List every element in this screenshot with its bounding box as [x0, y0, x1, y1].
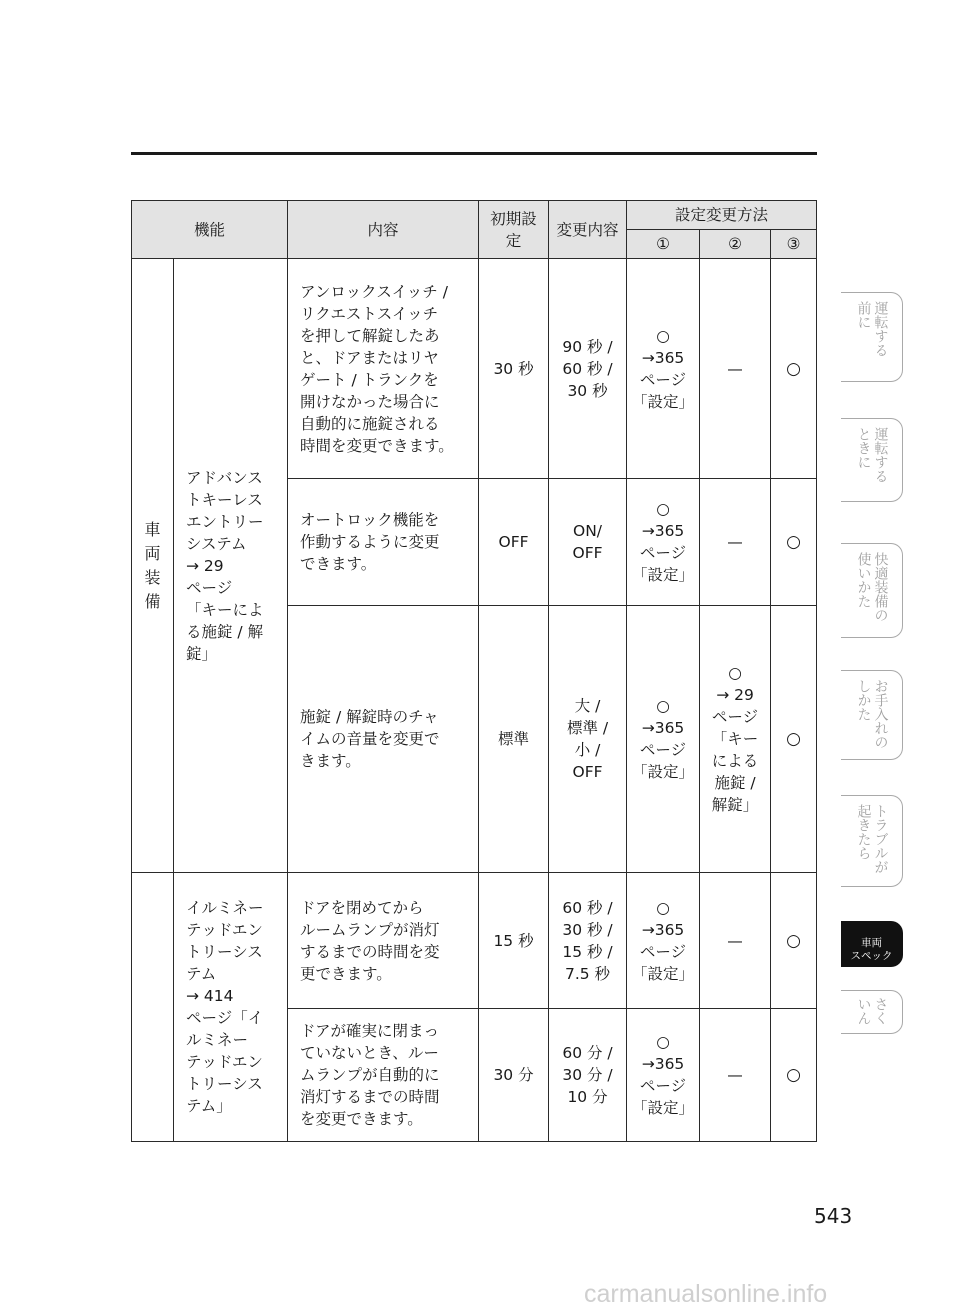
- text-line: テム: [186, 965, 217, 983]
- watermark: carmanualsonline.info: [584, 1280, 828, 1308]
- content-cell: [288, 259, 479, 479]
- category-cell-continued: [132, 873, 174, 1142]
- text-line: 15 秒 /: [562, 942, 613, 961]
- initial-cell: OFF: [479, 479, 549, 606]
- header-initial: [479, 201, 549, 259]
- text-line: するまでの時間を変: [300, 942, 440, 961]
- text-line: ○: [656, 898, 670, 917]
- text-line: —: [727, 533, 743, 551]
- initial-cell: 標準: [479, 606, 549, 873]
- text-line: 「設定」: [632, 1099, 695, 1117]
- function-text: [186, 897, 277, 1117]
- text-line: ページ「イ: [186, 1009, 264, 1027]
- tab-label-line: 運転する: [872, 427, 889, 483]
- content-text: [300, 509, 468, 575]
- text-line: → 29: [716, 686, 754, 704]
- text-line: —: [727, 1066, 743, 1084]
- method1-text: [627, 325, 699, 413]
- text-line: OFF: [572, 763, 603, 781]
- text-line: ページ: [711, 708, 759, 726]
- change-text: [549, 1042, 626, 1108]
- content-text: [300, 281, 468, 457]
- method3-cell: ○: [771, 1009, 817, 1142]
- change-cell: [549, 606, 627, 873]
- text-line: ページ: [639, 741, 687, 759]
- method3-cell: ○: [771, 479, 817, 606]
- text-line: ドアが確実に閉まっ: [300, 1022, 440, 1040]
- text-line: ○: [656, 500, 670, 518]
- text-line: 開けなかった場合に: [300, 392, 440, 411]
- text-line: を変更できます。: [300, 1110, 423, 1128]
- text-line: → 414: [186, 987, 234, 1005]
- text-line: と、ドアまたはリヤ: [300, 348, 439, 367]
- text-line: ページ: [639, 370, 687, 389]
- text-line: トリーシス: [186, 943, 263, 961]
- text-line: 小 /: [574, 741, 601, 759]
- text-line: —: [727, 931, 743, 950]
- text-line: イルミネー: [186, 899, 264, 917]
- text-line: 消灯するまでの時間: [300, 1088, 440, 1106]
- text-line: 錠」: [186, 644, 218, 663]
- header-method-2: ②: [700, 230, 771, 259]
- text-line: →365: [641, 1055, 685, 1073]
- tab-vehicle-specs[interactable]: [841, 921, 903, 967]
- tab-label-line: ときに: [855, 427, 872, 469]
- header-method-1: ①: [627, 230, 700, 259]
- tab-label-line: 使いかた: [855, 552, 872, 608]
- text-line: 自動的に施錠される: [300, 414, 440, 433]
- text-line: アドバンス: [186, 468, 263, 487]
- text-line: ページ: [186, 578, 233, 597]
- change-text: [549, 695, 626, 783]
- text-line: 「設定」: [632, 964, 695, 983]
- tab-troubleshooting[interactable]: [841, 795, 903, 887]
- text-line: きます。: [300, 752, 361, 770]
- text-line: 大 /: [574, 697, 601, 715]
- content-cell: [288, 1009, 479, 1142]
- method2-cell: [700, 259, 771, 479]
- header-content: 内容: [288, 201, 479, 259]
- text-line: OFF: [572, 544, 603, 562]
- header-method-3: ③: [771, 230, 817, 259]
- method3-cell: ○: [771, 259, 817, 479]
- method2-text: [700, 531, 770, 553]
- text-line: 60 秒 /: [562, 898, 613, 917]
- text-line: ページ: [639, 942, 687, 961]
- method1-cell: [627, 479, 700, 606]
- initial-cell: 30 分: [479, 1009, 549, 1142]
- settings-table: [131, 200, 817, 1142]
- change-cell: [549, 1009, 627, 1142]
- change-cell: [549, 259, 627, 479]
- page-number: 543: [814, 1204, 853, 1228]
- text-line: テッドエン: [186, 1053, 263, 1071]
- initial-cell: 15 秒: [479, 873, 549, 1009]
- text-line: トキーレス: [186, 490, 263, 509]
- text-line: 「キー: [711, 730, 759, 748]
- text-line: 30 分 /: [562, 1066, 613, 1084]
- text-line: を押して解錠したあ: [300, 326, 440, 345]
- tab-label-line: スペック: [850, 950, 893, 962]
- text-line: → 29: [186, 556, 224, 575]
- text-line: による: [711, 752, 759, 770]
- text-line: リクエストスイッチ: [300, 304, 439, 323]
- text-line: →365: [641, 920, 685, 939]
- text-line: 施錠 / 解錠時のチャ: [300, 708, 439, 726]
- method2-text: [700, 930, 770, 952]
- change-cell: [549, 873, 627, 1009]
- table-row: [132, 259, 817, 479]
- change-text: [549, 336, 626, 402]
- text-line: 30 秒 /: [562, 920, 613, 939]
- tab-before-driving[interactable]: [841, 292, 903, 382]
- text-line: 「設定」: [632, 763, 695, 781]
- text-line: ページ: [639, 544, 687, 562]
- text-line: 施錠 /: [714, 774, 756, 792]
- change-text: [549, 520, 626, 564]
- text-line: →365: [641, 348, 685, 367]
- text-line: ていないとき、ルー: [300, 1044, 439, 1062]
- text-line: 30 秒: [567, 381, 608, 400]
- method2-text: [700, 358, 770, 380]
- method3-cell: ○: [771, 873, 817, 1009]
- header-method: 設定変更方法: [627, 201, 817, 230]
- tab-label-line: 運転する: [872, 301, 889, 357]
- method1-text: [627, 695, 699, 783]
- text-line: 7.5 秒: [564, 964, 611, 983]
- text-line: 解錠」: [711, 796, 759, 814]
- change-text: [549, 897, 626, 985]
- text-line: ドアを閉めてから: [300, 898, 424, 917]
- method1-text: [627, 1031, 699, 1119]
- method2-cell: [700, 606, 771, 873]
- tab-label-line: お手入れの: [872, 679, 889, 749]
- header-change: 変更内容: [549, 201, 627, 259]
- function-cell: [174, 873, 288, 1142]
- method1-text: [627, 897, 699, 985]
- text-line: ○: [656, 326, 670, 345]
- table-row: [132, 873, 817, 1009]
- text-line: →365: [641, 522, 685, 540]
- text-line: 標準 /: [566, 719, 609, 737]
- text-line: ○: [656, 1033, 670, 1051]
- text-line: ゲート / トランクを: [300, 370, 439, 389]
- method1-text: [627, 498, 699, 586]
- text-line: できます。: [300, 555, 377, 573]
- function-cell: [174, 259, 288, 873]
- content-cell: [288, 873, 479, 1009]
- text-line: 更できます。: [300, 964, 392, 983]
- text-line: 10 分: [567, 1088, 608, 1106]
- tab-label-line: 車両: [861, 937, 882, 949]
- text-line: テッドエン: [186, 921, 263, 939]
- content-cell: [288, 479, 479, 606]
- tab-comfort-equipment[interactable]: [841, 543, 903, 638]
- method3-cell: ○: [771, 606, 817, 873]
- change-cell: [549, 479, 627, 606]
- method2-cell: [700, 873, 771, 1009]
- header-rule: [131, 152, 817, 155]
- text-line: オートロック機能を: [300, 511, 440, 529]
- text-line: 作動するように変更: [300, 533, 440, 551]
- tab-index[interactable]: [841, 990, 903, 1034]
- tab-label-line: 起きたら: [855, 804, 872, 860]
- category-cell: [132, 259, 174, 873]
- tab-maintenance[interactable]: [841, 670, 903, 760]
- text-line: ルミネー: [186, 1031, 249, 1049]
- text-line: ○: [656, 697, 670, 715]
- text-line: 時間を変更できます。: [300, 436, 454, 455]
- text-line: トリーシス: [186, 1075, 263, 1093]
- tab-label-line: 前に: [855, 301, 872, 329]
- text-line: エントリー: [186, 512, 264, 531]
- method2-cell: [700, 479, 771, 606]
- text-line: テム」: [186, 1097, 232, 1115]
- text-line: 「キーによ: [186, 600, 264, 619]
- text-line: ルームランプが消灯: [300, 920, 440, 939]
- text-line: —: [727, 359, 743, 378]
- category-label: 車両装備: [144, 519, 161, 611]
- text-line: アンロックスイッチ /: [300, 282, 448, 301]
- text-line: 「設定」: [632, 566, 695, 584]
- header-function: 機能: [132, 201, 288, 259]
- text-line: 60 秒 /: [562, 359, 613, 378]
- text-line: システム: [186, 534, 247, 553]
- method2-text: [700, 1064, 770, 1086]
- text-line: ムランプが自動的に: [300, 1066, 440, 1084]
- method1-cell: [627, 873, 700, 1009]
- method1-cell: [627, 259, 700, 479]
- tab-while-driving[interactable]: [841, 418, 903, 502]
- method1-cell: [627, 606, 700, 873]
- tab-label-line: しかた: [855, 679, 872, 721]
- text-line: る施錠 / 解: [186, 622, 264, 641]
- tab-label-line: いん: [855, 997, 872, 1025]
- text-line: ○: [728, 664, 742, 682]
- tab-label-line: トラブルが: [872, 804, 889, 874]
- text-line: →365: [641, 719, 685, 737]
- method2-text: [700, 662, 770, 816]
- tab-label-line: 快適装備の: [872, 552, 889, 622]
- text-line: ページ: [639, 1077, 687, 1095]
- text-line: 60 分 /: [562, 1044, 613, 1062]
- text-line: ON/: [573, 522, 603, 540]
- text-line: イムの音量を変更で: [300, 730, 440, 748]
- initial-cell: 30 秒: [479, 259, 549, 479]
- content-text: [300, 1020, 468, 1130]
- method1-cell: [627, 1009, 700, 1142]
- function-text: [186, 467, 277, 665]
- content-text: [300, 706, 468, 772]
- content-text: [300, 897, 468, 985]
- method2-cell: [700, 1009, 771, 1142]
- text-line: 90 秒 /: [562, 337, 613, 356]
- text-line: 「設定」: [632, 392, 695, 411]
- content-cell: [288, 606, 479, 873]
- header-initial-text: 初期設定: [490, 209, 537, 250]
- tab-label-line: さく: [872, 997, 889, 1025]
